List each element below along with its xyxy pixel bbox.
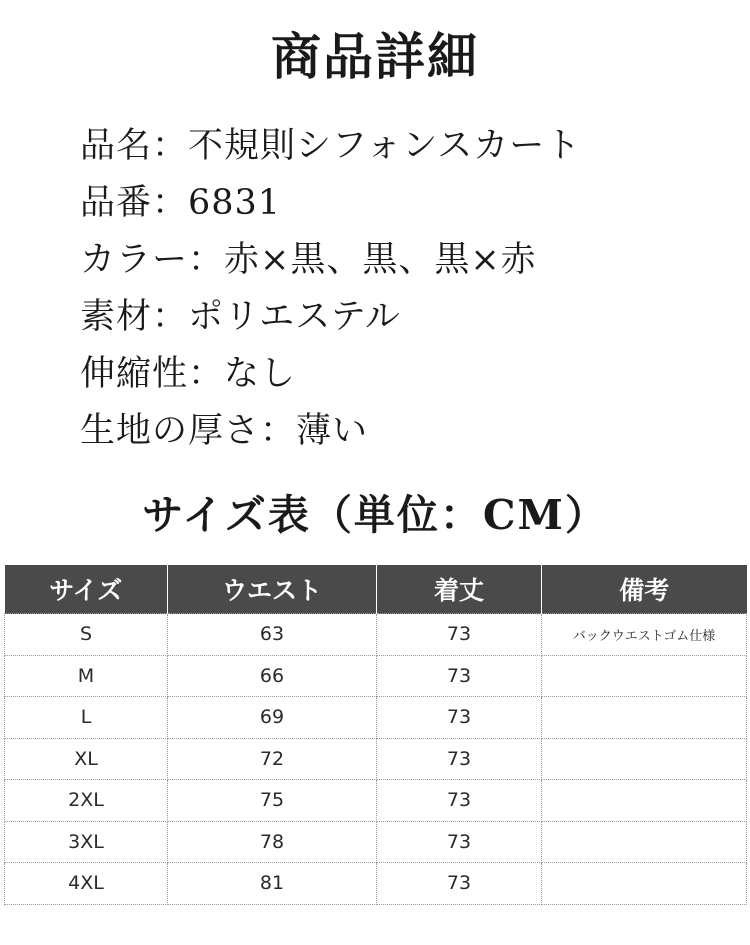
header-length: 着丈: [377, 565, 542, 614]
size-table: [4, 565, 747, 905]
note-cell: [542, 655, 747, 697]
length-cell: 73: [377, 821, 542, 863]
spec-list: [80, 118, 740, 460]
spec-product-name: 品名：不規則シフォンスカート: [80, 126, 582, 166]
spec-product-number: 品番：6831: [80, 183, 282, 223]
size-cell: XL: [5, 738, 168, 780]
table-row: [5, 655, 747, 697]
waist-cell: 63: [168, 614, 377, 656]
table-row: [5, 738, 747, 780]
size-cell: 3XL: [5, 821, 168, 863]
length-cell: 73: [377, 863, 542, 905]
table-row: [5, 863, 747, 905]
size-table-title: サイズ表（単位：CM）: [142, 491, 608, 539]
table-row: [5, 780, 747, 822]
note-cell: バックウエストゴム仕様: [542, 614, 747, 656]
size-cell: L: [5, 697, 168, 739]
waist-cell: 78: [168, 821, 377, 863]
note-cell: [542, 863, 747, 905]
page-title: 商品詳細: [271, 27, 479, 86]
spec-stretch: 伸縮性：なし: [80, 354, 297, 394]
table-row: [5, 821, 747, 863]
length-cell: 73: [377, 780, 542, 822]
waist-cell: 72: [168, 738, 377, 780]
size-table-header-row: [5, 565, 747, 614]
size-cell: 4XL: [5, 863, 168, 905]
header-waist: ウエスト: [168, 565, 377, 614]
note-cell: [542, 738, 747, 780]
waist-cell: 75: [168, 780, 377, 822]
length-cell: 73: [377, 738, 542, 780]
header-size: サイズ: [5, 565, 168, 614]
length-cell: 73: [377, 655, 542, 697]
length-cell: 73: [377, 614, 542, 656]
length-cell: 73: [377, 697, 542, 739]
size-cell: S: [5, 614, 168, 656]
waist-cell: 81: [168, 863, 377, 905]
spec-material: 素材：ポリエステル: [80, 297, 401, 337]
waist-cell: 69: [168, 697, 377, 739]
table-row: [5, 614, 747, 656]
table-row: [5, 697, 747, 739]
note-cell: [542, 821, 747, 863]
note-cell: [542, 780, 747, 822]
size-cell: M: [5, 655, 168, 697]
waist-cell: 66: [168, 655, 377, 697]
spec-thickness: 生地の厚さ：薄い: [80, 411, 369, 451]
header-notes: 備考: [542, 565, 747, 614]
spec-color: カラー：赤×黒、黒、黒×赤: [80, 240, 537, 280]
size-cell: 2XL: [5, 780, 168, 822]
note-cell: [542, 697, 747, 739]
